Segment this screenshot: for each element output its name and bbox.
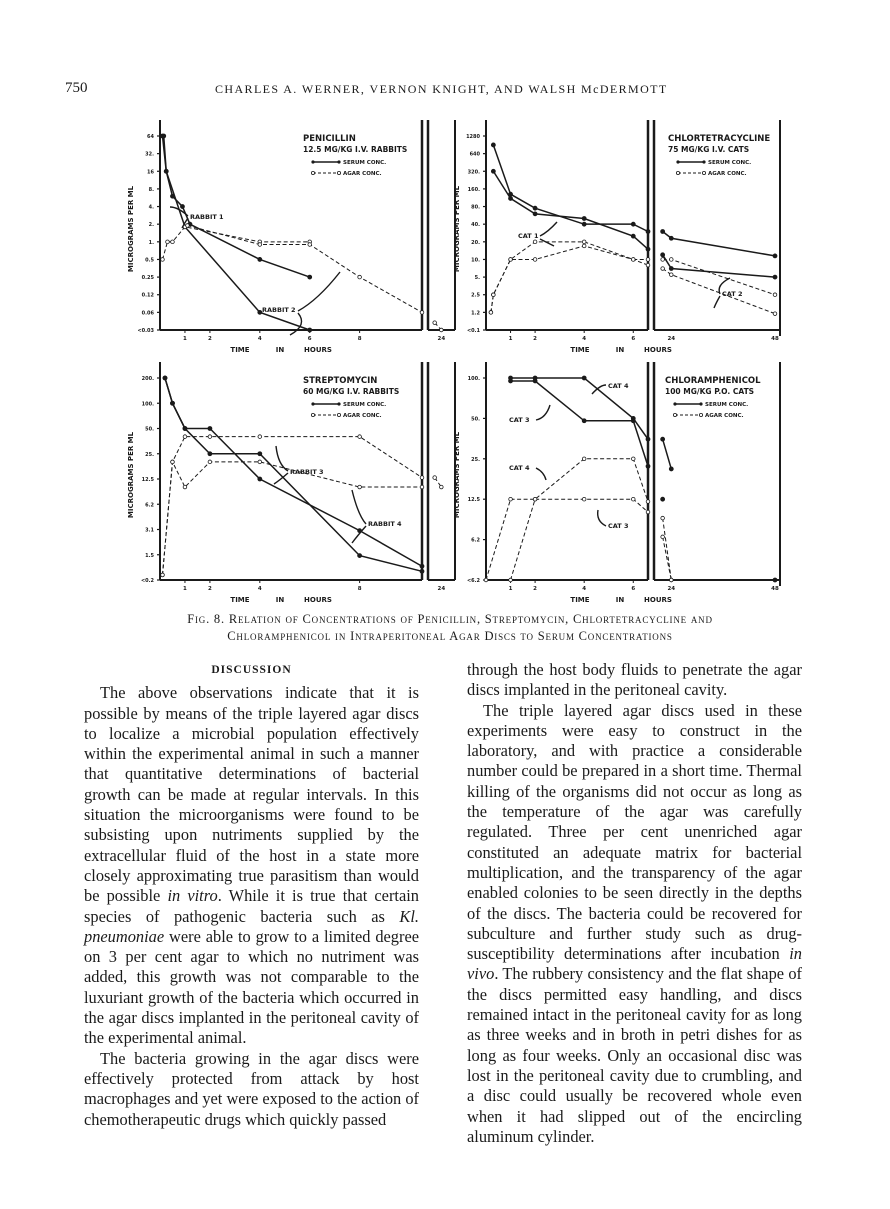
data-point-agar: [631, 457, 635, 461]
series-line-agar: [491, 242, 648, 313]
y-tick-label: 0.12: [141, 292, 154, 299]
y-tick-label: 0.5: [145, 257, 154, 264]
data-point-agar: [358, 435, 362, 439]
data-point-serum: [533, 206, 537, 210]
data-point-agar: [183, 485, 187, 489]
series-line-serum: [493, 171, 648, 249]
data-point-agar: [186, 224, 190, 228]
y-tick-label: 25.: [471, 456, 480, 463]
y-tick-label: 1.: [148, 239, 154, 246]
x-axis-label-in: IN: [615, 596, 625, 604]
paragraph: through the host body fluids to penetrate the agar discs implanted in the peritoneal cavity.: [467, 660, 802, 700]
y-tick-label: 32.: [145, 151, 154, 158]
x-tick-label: 1: [508, 336, 513, 342]
data-point-agar: [166, 240, 170, 244]
y-tick-label: 5.: [474, 275, 480, 282]
data-point-agar: [420, 476, 424, 480]
data-point-serum: [164, 169, 168, 173]
data-point-agar: [440, 328, 444, 332]
series-line-serum: [663, 232, 775, 256]
data-point-serum: [258, 452, 262, 456]
data-point-agar: [631, 497, 635, 501]
legend-agar-marker: [337, 413, 340, 416]
data-point-agar: [669, 258, 673, 262]
y-axis-label: MICROGRAMS PER ML: [127, 185, 135, 273]
data-point-serum: [631, 419, 635, 423]
y-tick-label: <6.2: [466, 578, 480, 584]
data-point-serum: [163, 376, 167, 380]
streptomycin-subtitle: 60 MG/KG I.V. RABBITS: [303, 387, 400, 396]
data-point-serum: [170, 401, 174, 405]
annotation-cat-3-agar: CAT 3: [608, 522, 629, 530]
data-point-serum: [258, 477, 262, 481]
x-tick-label: 6: [307, 336, 312, 342]
y-tick-label: 50.: [145, 426, 154, 433]
y-tick-label: <0.03: [137, 328, 154, 334]
x-axis-label-time: TIME: [230, 346, 250, 354]
y-axis-label: MICROGRAMS PER ML: [453, 185, 461, 273]
data-point-agar: [509, 497, 513, 501]
x-tick-label: 48: [771, 336, 779, 342]
data-point-agar: [582, 457, 586, 461]
x-tick-label: 1: [183, 586, 187, 592]
data-point-serum: [208, 452, 212, 456]
y-tick-label: 160.: [467, 186, 480, 193]
data-point-agar: [258, 435, 262, 439]
x-axis-label-in: IN: [275, 346, 285, 354]
series-line-agar: [511, 499, 648, 580]
series-line-serum: [663, 255, 775, 277]
annotation-cat-3-serum: CAT 3: [509, 416, 530, 424]
text-run: The triple layered agar discs used in these experiments were easy to construct in the laboratory, and with practice a considerable number could be prepared in a short time. Thermal killing of the organisms did not occur as long as the temperature of the agar was carefully regulated. Three per cent unenriched agar constituted an adequate matrix for bacterial multiplication, and the transparency of the agar enabled colonies to be seen directly in the depths of the discs. The bacteria could be recovered for subculture and further study such as drug-susceptibility determinations after incubation: [467, 700, 802, 964]
data-point-agar: [661, 535, 665, 539]
data-point-agar: [308, 243, 312, 247]
series-line-serum: [164, 136, 310, 330]
callout-arrow: [352, 490, 366, 524]
legend-agar-label: AGAR CONC.: [705, 413, 744, 419]
annotation-cat-4-serum: CAT 4: [608, 382, 629, 390]
legend-serum-marker: [311, 402, 314, 405]
callout-arrow: [714, 296, 720, 308]
italic-text: in vivo: [467, 944, 802, 984]
data-point-serum: [491, 143, 495, 147]
data-point-agar: [509, 258, 513, 262]
legend-serum-label: SERUM CONC.: [708, 160, 752, 166]
y-tick-label: 100.: [141, 401, 154, 408]
data-point-agar: [161, 258, 165, 262]
x-axis-label-time: TIME: [230, 596, 250, 604]
paragraph: [84, 683, 419, 1048]
data-point-serum: [661, 497, 665, 501]
data-point-serum: [661, 230, 665, 234]
data-point-agar: [533, 240, 537, 244]
streptomycin-title: STREPTOMYCIN: [303, 376, 378, 386]
data-point-serum: [420, 569, 424, 573]
legend-serum-label: SERUM CONC.: [343, 160, 387, 166]
legend-agar-marker: [702, 171, 705, 174]
data-point-serum: [533, 379, 537, 383]
x-tick-label: 8: [357, 586, 362, 592]
y-tick-label: 40.: [471, 222, 480, 229]
data-point-serum: [180, 205, 184, 209]
y-tick-label: 80.: [471, 204, 480, 211]
data-point-agar: [669, 273, 673, 277]
callout-arrow: [298, 272, 340, 311]
data-point-agar: [646, 510, 650, 514]
y-tick-label: 25.: [145, 451, 154, 458]
data-point-agar: [661, 267, 665, 271]
data-point-agar: [646, 500, 650, 504]
data-point-serum: [491, 169, 495, 173]
data-point-agar: [258, 460, 262, 464]
data-point-serum: [646, 437, 650, 441]
y-axis-label: MICROGRAMS PER ML: [127, 431, 135, 519]
legend-serum-marker: [676, 160, 679, 163]
data-point-serum: [582, 217, 586, 221]
penicillin-subtitle: 12.5 MG/KG I.V. RABBITS: [303, 145, 408, 154]
annotation-rabbit-1: RABBIT 1: [190, 213, 224, 221]
x-tick-label: 24: [667, 586, 676, 592]
data-point-agar: [773, 293, 777, 297]
y-tick-label: 12.5: [141, 477, 154, 483]
callout-arrow: [536, 468, 546, 480]
data-point-serum: [773, 578, 777, 582]
legend-agar-marker: [311, 413, 314, 416]
legend-serum-marker: [337, 160, 340, 163]
left-column: [84, 660, 419, 1130]
y-tick-label: 320.: [467, 169, 480, 176]
data-point-serum: [509, 196, 513, 200]
data-point-agar: [533, 497, 537, 501]
y-tick-label: 200.: [141, 376, 154, 382]
data-point-agar: [492, 293, 496, 297]
legend-serum-marker: [311, 160, 314, 163]
x-tick-label: 6: [631, 586, 636, 592]
data-point-agar: [258, 243, 262, 247]
callout-arrow: [540, 222, 557, 236]
y-tick-label: 2.5: [471, 292, 480, 299]
legend-agar-marker: [337, 171, 340, 174]
legend-serum-marker: [699, 402, 702, 405]
x-tick-label: 2: [533, 586, 538, 592]
data-point-agar: [646, 258, 650, 262]
x-axis-label-hours: HOURS: [304, 596, 332, 604]
series-line-agar: [162, 462, 422, 575]
series-line-agar: [162, 227, 309, 260]
paragraph: The bacteria growing in the agar discs were effectively protected from attack by host macrophages and yet were exposed to the action of chemotherapeutic drugs which quickly passed: [84, 1048, 419, 1129]
data-point-serum: [308, 328, 312, 332]
y-tick-label: 4.: [148, 204, 154, 211]
x-axis-label-time: TIME: [570, 596, 590, 604]
data-point-serum: [646, 247, 650, 251]
data-point-serum: [183, 427, 187, 431]
text-run: . While it is true that certain species of pathogenic bacteria such as: [84, 886, 419, 926]
data-point-serum: [208, 427, 212, 431]
data-point-agar: [161, 573, 165, 577]
callout-arrow: [536, 405, 550, 420]
data-point-serum: [420, 564, 424, 568]
text-run: The above observations indicate that it is possible by means of the triple layered agar discs to localize a microbial population effectively within the experimental animal in such a manner that quantitative determinations of bacterial growth can be made at regular intervals. In this situation the microorganisms were found to be subsisting upon nutriments supplied by the extracellular fluid of the host in a state more closely approximating true parasitism than would be possible: [84, 683, 419, 906]
x-tick-label: 2: [207, 586, 212, 592]
x-axis-label-hours: HOURS: [644, 596, 672, 604]
data-point-serum: [669, 267, 673, 271]
data-point-serum: [646, 230, 650, 234]
data-point-agar: [669, 578, 673, 582]
data-point-serum: [661, 437, 665, 441]
y-tick-label: 6.2: [145, 502, 154, 509]
data-point-serum: [773, 275, 777, 279]
y-tick-label: 100.: [467, 376, 480, 382]
x-tick-label: 48: [771, 586, 779, 592]
x-tick-label: 4: [257, 586, 262, 592]
data-point-agar: [661, 258, 665, 262]
y-axis-label: MICROGRAMS PER ML: [453, 431, 461, 519]
data-point-agar: [171, 240, 175, 244]
y-tick-label: 20.: [471, 239, 480, 246]
data-point-agar: [533, 258, 537, 262]
data-point-agar: [420, 311, 424, 315]
series-line-serum: [493, 145, 648, 232]
data-point-serum: [582, 376, 586, 380]
data-point-agar: [582, 497, 586, 501]
data-point-serum: [162, 134, 166, 138]
y-tick-label: 16: [147, 169, 154, 176]
data-point-agar: [489, 311, 493, 315]
x-tick-label: 4: [582, 336, 587, 342]
caption-line-1: Fig. 8. Relation of Concentrations of Penicillin, Streptomycin, Chlortetracycline and: [187, 612, 713, 626]
legend-agar-label: AGAR CONC.: [708, 171, 747, 177]
y-tick-label: 1.2: [471, 310, 480, 317]
figure-8: [0, 110, 890, 610]
legend-agar-marker: [699, 413, 702, 416]
data-point-agar: [433, 476, 437, 480]
data-point-serum: [661, 253, 665, 257]
x-tick-label: 2: [533, 336, 538, 342]
running-head: [65, 80, 825, 102]
italic-text: in vitro: [167, 886, 218, 906]
y-tick-label: 50.: [471, 416, 480, 423]
series-line-agar: [162, 437, 422, 575]
data-point-agar: [582, 244, 586, 248]
y-tick-label: 2.: [148, 222, 154, 229]
x-axis-label-hours: HOURS: [304, 346, 332, 354]
series-line-agar: [663, 518, 672, 580]
data-point-serum: [258, 257, 262, 261]
page-number: 750: [65, 80, 88, 96]
x-axis-label-in: IN: [275, 596, 285, 604]
paragraph: [467, 701, 802, 1148]
data-point-agar: [358, 485, 362, 489]
data-point-agar: [484, 578, 488, 582]
y-tick-label: 1.5: [145, 552, 154, 559]
x-axis-label-hours: HOURS: [644, 346, 672, 354]
legend-serum-marker: [337, 402, 340, 405]
x-tick-label: 8: [357, 336, 362, 342]
data-point-serum: [669, 467, 673, 471]
legend-serum-label: SERUM CONC.: [343, 402, 387, 408]
section-heading: DISCUSSION: [211, 664, 292, 676]
data-point-agar: [631, 258, 635, 262]
legend-agar-marker: [673, 413, 676, 416]
chloramphenicol-title: CHLORAMPHENICOL: [665, 376, 761, 386]
caption-line-2: Chloramphenicol in Intraperitoneal Agar Discs to Serum Concentrations: [227, 629, 673, 643]
x-tick-label: 4: [257, 336, 262, 342]
data-point-serum: [533, 212, 537, 216]
data-point-agar: [183, 435, 187, 439]
series-line-agar: [486, 459, 648, 580]
penicillin-title: PENICILLIN: [303, 134, 356, 144]
legend-agar-marker: [311, 171, 314, 174]
x-tick-label: 6: [631, 336, 636, 342]
data-point-agar: [509, 578, 513, 582]
author-line: CHARLES A. WERNER, VERNON KNIGHT, AND WALSH McDERMOTT: [215, 82, 668, 96]
data-point-agar: [358, 275, 362, 279]
chlortetracycline-subtitle: 75 MG/KG I.V. CATS: [668, 145, 750, 154]
y-tick-label: 1280: [466, 134, 480, 140]
series-line-serum: [511, 381, 648, 466]
data-point-serum: [669, 236, 673, 240]
annotation-rabbit-2: RABBIT 2: [262, 306, 296, 314]
data-point-agar: [661, 516, 665, 520]
annotation-rabbit-4: RABBIT 4: [368, 520, 402, 528]
series-line-serum: [663, 439, 672, 469]
data-point-agar: [171, 460, 175, 464]
figure-caption: [100, 611, 800, 645]
x-tick-label: 2: [207, 336, 212, 342]
x-tick-label: 24: [437, 336, 446, 342]
data-point-serum: [582, 419, 586, 423]
text-run: were able to grow to a limited degree on 3 per cent agar to which no nutriment was added, this growth was not comparable to the luxuriant growth of the bacteria which occurred in the agar discs implanted in the peritoneal cavity of the experimental animal.: [84, 926, 419, 1048]
x-axis-label-time: TIME: [570, 346, 590, 354]
y-tick-label: 0.06: [141, 310, 154, 317]
y-tick-label: 3.1: [145, 527, 154, 534]
data-point-serum: [308, 275, 312, 279]
x-tick-label: 24: [667, 336, 676, 342]
annotation-cat-4-agar: CAT 4: [509, 464, 530, 472]
y-tick-label: 64: [147, 134, 154, 140]
callout-arrow: [540, 239, 554, 246]
x-tick-label: 1: [508, 586, 513, 592]
data-point-agar: [646, 263, 650, 267]
data-point-agar: [773, 312, 777, 316]
data-point-agar: [433, 321, 437, 325]
legend-serum-marker: [702, 160, 705, 163]
legend-serum-label: SERUM CONC.: [705, 402, 749, 408]
legend-agar-label: AGAR CONC.: [343, 171, 382, 177]
italic-text: Kl. pneumoniae: [84, 906, 419, 946]
data-point-serum: [631, 222, 635, 226]
y-tick-label: 6.2: [471, 537, 480, 544]
chlortetracycline-title: CHLORTETRACYCLINE: [668, 134, 771, 144]
text-run: . The rubbery consistency and the flat shape of the discs permitted easy handling, and discs remained intact in the peritoneal cavity for as long as three weeks and in broth in petri dishes for as long as four weeks. Only an occasional disc was lost in the peritoneal cavity due to crumbling, and a disc could usually be recovered whole even when it had slipped out of the encircling aluminum cylinder.: [467, 964, 802, 1146]
legend-agar-label: AGAR CONC.: [343, 413, 382, 419]
data-point-serum: [646, 464, 650, 468]
data-point-agar: [208, 435, 212, 439]
data-point-serum: [358, 554, 362, 558]
legend-agar-marker: [676, 171, 679, 174]
legend-serum-marker: [673, 402, 676, 405]
y-tick-label: 10.: [471, 257, 480, 264]
x-tick-label: 4: [582, 586, 587, 592]
data-point-serum: [582, 222, 586, 226]
y-tick-label: 12.5: [467, 497, 480, 504]
callout-arrow: [598, 510, 606, 526]
y-tick-label: 8.: [148, 186, 154, 193]
x-axis-label-in: IN: [615, 346, 625, 354]
x-tick-label: 1: [183, 336, 187, 342]
y-tick-label: <0.2: [140, 578, 154, 584]
data-point-serum: [773, 254, 777, 258]
data-point-agar: [440, 485, 444, 489]
y-tick-label: 640: [469, 151, 480, 158]
right-column: [467, 660, 802, 1147]
data-point-agar: [208, 460, 212, 464]
annotation-rabbit-3: RABBIT 3: [290, 468, 324, 476]
data-point-serum: [631, 234, 635, 238]
data-point-serum: [509, 379, 513, 383]
data-point-agar: [420, 485, 424, 489]
x-tick-label: 24: [437, 586, 446, 592]
y-tick-label: <0.1: [466, 328, 480, 334]
chloramphenicol-subtitle: 100 MG/KG P.O. CATS: [665, 387, 755, 396]
y-tick-label: 0.25: [141, 275, 154, 282]
annotation-cat-2: CAT 2: [722, 290, 743, 298]
data-point-agar: [582, 240, 586, 244]
annotation-cat-1: CAT 1: [518, 232, 539, 240]
